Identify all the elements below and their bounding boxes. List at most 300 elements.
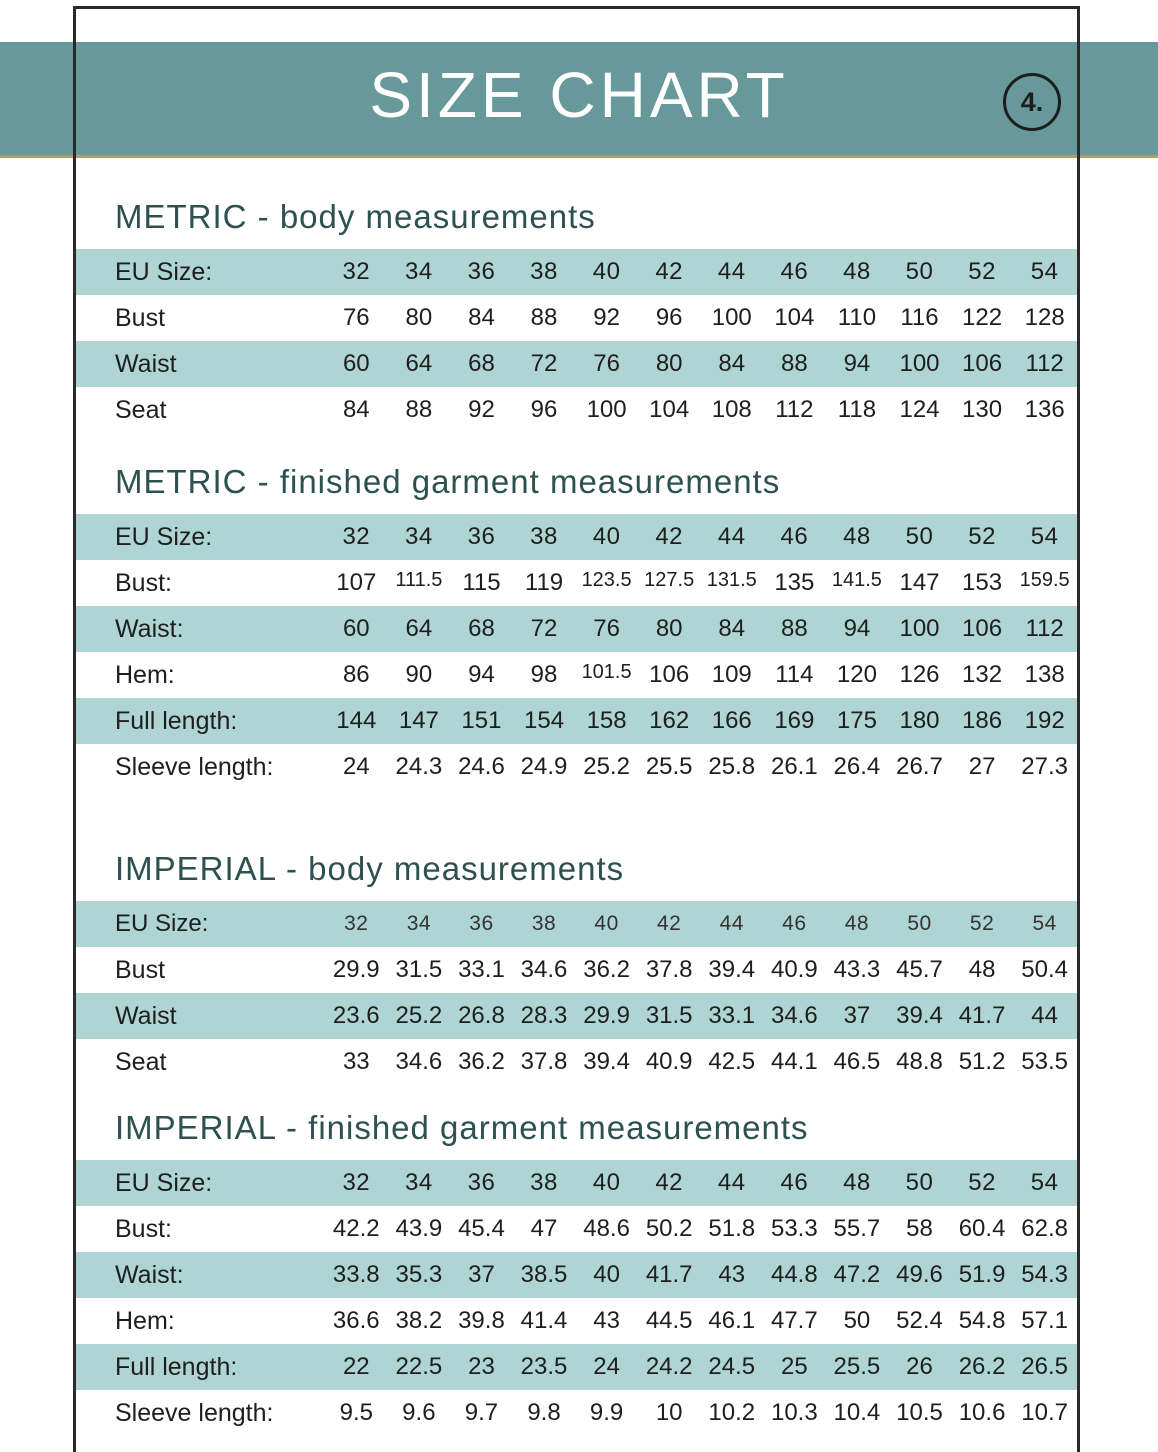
page-number-badge bbox=[1003, 73, 1061, 131]
row-label: Waist: bbox=[115, 1260, 184, 1289]
value-cell: 39.8 bbox=[458, 1307, 505, 1334]
value-cell: 40 bbox=[592, 1169, 621, 1196]
section-heading: IMPERIAL - finished garment measurements bbox=[115, 1109, 809, 1146]
value-cell: 10.7 bbox=[1021, 1399, 1068, 1426]
value-cell: 29.9 bbox=[332, 956, 380, 983]
section-4 bbox=[73, 1109, 1080, 1436]
value-cell: 24 bbox=[342, 753, 370, 780]
value-cell: 112 bbox=[775, 396, 814, 423]
value-cell: 46 bbox=[782, 912, 807, 935]
value-cell: 84 bbox=[342, 396, 370, 423]
value-cell: 42 bbox=[657, 912, 682, 935]
value-cell: 25.2 bbox=[583, 753, 630, 780]
value-cell: 88 bbox=[780, 615, 808, 642]
value-cell: 10.3 bbox=[770, 1399, 818, 1426]
value-cell: 34 bbox=[405, 523, 433, 550]
value-cell: 100 bbox=[899, 350, 940, 377]
value-cell: 180 bbox=[899, 707, 940, 734]
value-cell: 48 bbox=[843, 523, 871, 550]
value-cell: 32 bbox=[344, 912, 369, 935]
row-label: Bust bbox=[115, 303, 166, 332]
value-cell: 60 bbox=[342, 350, 370, 377]
value-cell: 45.7 bbox=[896, 956, 943, 983]
value-cell: 109 bbox=[711, 661, 752, 688]
value-cell: 23 bbox=[468, 1353, 495, 1380]
value-cell: 9.5 bbox=[339, 1399, 373, 1426]
value-cell: 44 bbox=[717, 258, 746, 285]
value-cell: 29.9 bbox=[583, 1002, 630, 1029]
value-cell: 54 bbox=[1030, 523, 1059, 550]
value-cell: 90 bbox=[405, 661, 433, 688]
row-label: Seat bbox=[115, 395, 167, 424]
section-1 bbox=[73, 198, 1080, 433]
value-cell: 37.8 bbox=[645, 956, 693, 983]
measurement-row bbox=[73, 698, 1080, 744]
value-cell: 26 bbox=[906, 1353, 933, 1380]
row-label: Bust: bbox=[115, 568, 172, 597]
row-values bbox=[325, 1002, 1080, 1030]
value-cell: 25 bbox=[780, 1353, 808, 1380]
row-values bbox=[325, 615, 1080, 643]
value-cell: 38 bbox=[531, 912, 557, 935]
value-cell: 135 bbox=[774, 569, 815, 596]
value-cell: 106 bbox=[962, 615, 1003, 642]
measurement-row bbox=[73, 1344, 1080, 1390]
value-cell: 53.3 bbox=[770, 1215, 818, 1242]
value-cell: 88 bbox=[530, 304, 558, 331]
section-heading: METRIC - finished garment measurements bbox=[115, 463, 781, 500]
value-cell: 44 bbox=[719, 912, 744, 935]
value-cell: 98 bbox=[530, 661, 558, 688]
value-cell: 116 bbox=[900, 304, 939, 331]
row-values bbox=[325, 1307, 1080, 1335]
value-cell: 43.9 bbox=[395, 1215, 443, 1242]
row-values bbox=[325, 396, 1080, 424]
value-cell: 68 bbox=[468, 615, 495, 642]
value-cell: 23.6 bbox=[332, 1002, 380, 1029]
value-cell: 33.8 bbox=[332, 1261, 380, 1288]
value-cell: 68 bbox=[468, 350, 495, 377]
measurement-row bbox=[73, 993, 1080, 1039]
row-values bbox=[325, 1261, 1080, 1289]
value-cell: 26.7 bbox=[896, 753, 943, 780]
value-cell: 100 bbox=[899, 615, 940, 642]
value-cell: 122 bbox=[962, 304, 1003, 331]
value-cell: 38 bbox=[530, 258, 558, 285]
section-2 bbox=[73, 463, 1080, 790]
value-cell: 47.7 bbox=[770, 1307, 818, 1334]
value-cell: 34 bbox=[406, 912, 432, 935]
value-cell: 62.8 bbox=[1021, 1215, 1068, 1242]
value-cell: 92 bbox=[468, 396, 495, 423]
value-cell: 86 bbox=[342, 661, 370, 688]
value-cell: 52 bbox=[968, 258, 996, 285]
value-cell: 36.2 bbox=[583, 956, 630, 983]
value-cell: 28.3 bbox=[520, 1002, 568, 1029]
value-cell: 36.2 bbox=[458, 1048, 505, 1075]
value-cell: 76 bbox=[593, 615, 620, 642]
value-cell: 50.2 bbox=[645, 1215, 693, 1242]
value-cell: 128 bbox=[1024, 304, 1065, 331]
value-cell: 46 bbox=[780, 258, 809, 285]
value-cell: 147 bbox=[398, 707, 439, 734]
measurement-row bbox=[73, 1252, 1080, 1298]
value-cell: 25.5 bbox=[645, 753, 693, 780]
value-cell: 32 bbox=[342, 258, 371, 285]
value-cell: 110 bbox=[837, 304, 877, 331]
value-cell: 153 bbox=[962, 569, 1003, 596]
value-cell: 22.5 bbox=[395, 1353, 443, 1380]
value-cell: 50 bbox=[843, 1307, 871, 1334]
value-cell: 112 bbox=[1025, 350, 1064, 377]
value-cell: 175 bbox=[836, 707, 877, 734]
value-cell: 43 bbox=[593, 1307, 620, 1334]
value-cell: 31.5 bbox=[645, 1002, 693, 1029]
value-cell: 31.5 bbox=[395, 956, 443, 983]
value-cell: 51.8 bbox=[708, 1215, 756, 1242]
row-values bbox=[325, 1169, 1080, 1197]
value-cell: 58 bbox=[906, 1215, 933, 1242]
row-values bbox=[325, 569, 1080, 597]
value-cell: 38 bbox=[530, 1169, 558, 1196]
value-cell: 26.4 bbox=[833, 753, 881, 780]
value-cell: 192 bbox=[1024, 707, 1065, 734]
value-cell: 100 bbox=[586, 396, 627, 423]
value-cell: 76 bbox=[342, 304, 370, 331]
value-cell: 159.5 bbox=[1019, 569, 1070, 591]
row-values bbox=[325, 523, 1080, 551]
value-cell: 52.4 bbox=[896, 1307, 943, 1334]
value-cell: 80 bbox=[405, 304, 433, 331]
value-cell: 26.8 bbox=[458, 1002, 505, 1029]
value-cell: 126 bbox=[899, 661, 940, 688]
value-cell: 72 bbox=[530, 350, 558, 377]
value-cell: 34.6 bbox=[520, 956, 568, 983]
value-cell: 44.8 bbox=[770, 1261, 818, 1288]
row-values bbox=[325, 753, 1080, 781]
value-cell: 54.3 bbox=[1021, 1261, 1068, 1288]
section-heading: METRIC - body measurements bbox=[115, 198, 596, 235]
row-values bbox=[325, 258, 1080, 286]
value-cell: 47 bbox=[530, 1215, 558, 1242]
value-cell: 52 bbox=[968, 1169, 996, 1196]
value-cell: 42 bbox=[655, 1169, 684, 1196]
value-cell: 104 bbox=[774, 304, 815, 331]
value-cell: 101.5 bbox=[581, 661, 632, 683]
value-cell: 64 bbox=[405, 350, 433, 377]
value-cell: 136 bbox=[1024, 396, 1065, 423]
row-values bbox=[325, 304, 1080, 332]
value-cell: 138 bbox=[1024, 661, 1065, 688]
value-cell: 44.1 bbox=[770, 1048, 818, 1075]
value-cell: 9.9 bbox=[589, 1399, 624, 1426]
value-cell: 42 bbox=[655, 523, 684, 550]
row-values bbox=[325, 1215, 1080, 1243]
row-label: EU Size: bbox=[115, 257, 213, 286]
value-cell: 54 bbox=[1030, 258, 1059, 285]
value-cell: 36 bbox=[469, 912, 494, 935]
row-values bbox=[325, 350, 1080, 378]
value-cell: 35.3 bbox=[395, 1261, 443, 1288]
value-cell: 44 bbox=[1031, 1002, 1058, 1029]
value-cell: 84 bbox=[468, 304, 495, 331]
value-cell: 48 bbox=[843, 258, 871, 285]
value-cell: 33.1 bbox=[458, 956, 505, 983]
value-cell: 50.4 bbox=[1021, 956, 1068, 983]
value-cell: 166 bbox=[711, 707, 752, 734]
value-cell: 24.3 bbox=[395, 753, 443, 780]
measurement-row bbox=[73, 295, 1080, 341]
row-values bbox=[325, 1048, 1080, 1076]
value-cell: 43.3 bbox=[833, 956, 881, 983]
row-label: Bust: bbox=[115, 1214, 172, 1243]
value-cell: 24.6 bbox=[458, 753, 505, 780]
row-values bbox=[325, 912, 1080, 936]
value-cell: 38 bbox=[530, 523, 558, 550]
value-cell: 49.6 bbox=[896, 1261, 943, 1288]
value-cell: 120 bbox=[836, 661, 877, 688]
value-cell: 54 bbox=[1030, 1169, 1059, 1196]
value-cell: 112 bbox=[1025, 615, 1064, 642]
measurement-row bbox=[73, 1039, 1080, 1085]
value-cell: 33 bbox=[342, 1048, 370, 1075]
value-cell: 47.2 bbox=[833, 1261, 881, 1288]
row-values bbox=[325, 1353, 1080, 1381]
row-label: Waist bbox=[115, 1001, 177, 1030]
size-chart-content bbox=[73, 158, 1080, 1436]
value-cell: 64 bbox=[405, 615, 433, 642]
value-cell: 9.6 bbox=[402, 1399, 436, 1426]
row-label: Full length: bbox=[115, 1352, 238, 1381]
value-cell: 41.7 bbox=[645, 1261, 693, 1288]
measurement-row bbox=[73, 652, 1080, 698]
row-label: EU Size: bbox=[115, 1168, 213, 1197]
row-label: Full length: bbox=[115, 706, 238, 735]
value-cell: 32 bbox=[342, 523, 371, 550]
value-cell: 46.5 bbox=[833, 1048, 881, 1075]
measurement-row bbox=[73, 744, 1080, 790]
value-cell: 80 bbox=[655, 615, 683, 642]
value-cell: 27 bbox=[968, 753, 996, 780]
value-cell: 40 bbox=[594, 912, 619, 935]
row-label: Waist bbox=[115, 349, 177, 378]
row-label: Seat bbox=[115, 1047, 167, 1076]
value-cell: 96 bbox=[530, 396, 558, 423]
value-cell: 46.1 bbox=[708, 1307, 756, 1334]
value-cell: 124 bbox=[899, 396, 940, 423]
value-cell: 40.9 bbox=[645, 1048, 693, 1075]
value-cell: 115 bbox=[462, 569, 501, 596]
value-cell: 24.9 bbox=[520, 753, 568, 780]
value-cell: 60.4 bbox=[958, 1215, 1006, 1242]
row-label: EU Size: bbox=[115, 522, 213, 551]
eu-size-header-row bbox=[73, 514, 1080, 560]
value-cell: 33.1 bbox=[708, 1002, 756, 1029]
measurement-row bbox=[73, 947, 1080, 993]
row-values bbox=[325, 956, 1080, 984]
eu-size-header-row bbox=[73, 1160, 1080, 1206]
value-cell: 94 bbox=[843, 615, 871, 642]
value-cell: 40 bbox=[592, 523, 621, 550]
value-cell: 57.1 bbox=[1021, 1307, 1068, 1334]
value-cell: 44 bbox=[717, 523, 746, 550]
row-label: Sleeve length: bbox=[115, 1398, 274, 1427]
value-cell: 24.5 bbox=[708, 1353, 756, 1380]
value-cell: 53.5 bbox=[1021, 1048, 1068, 1075]
row-label: Bust bbox=[115, 955, 166, 984]
value-cell: 36 bbox=[467, 523, 496, 550]
measurement-row bbox=[73, 1298, 1080, 1344]
value-cell: 26.5 bbox=[1021, 1353, 1068, 1380]
value-cell: 106 bbox=[649, 661, 690, 688]
value-cell: 111.5 bbox=[395, 569, 443, 591]
value-cell: 36 bbox=[467, 258, 496, 285]
value-cell: 10 bbox=[655, 1399, 683, 1426]
value-cell: 162 bbox=[649, 707, 690, 734]
row-label: Waist: bbox=[115, 614, 184, 643]
value-cell: 42.2 bbox=[332, 1215, 380, 1242]
eu-size-header-row bbox=[73, 249, 1080, 295]
row-label: Sleeve length: bbox=[115, 752, 274, 781]
value-cell: 22 bbox=[342, 1353, 370, 1380]
page-title: SIZE CHART bbox=[369, 59, 789, 131]
value-cell: 144 bbox=[336, 707, 377, 734]
value-cell: 158 bbox=[586, 707, 627, 734]
value-cell: 119 bbox=[524, 569, 564, 596]
value-cell: 34 bbox=[405, 258, 433, 285]
value-cell: 26.2 bbox=[958, 1353, 1006, 1380]
row-label: EU Size: bbox=[115, 910, 209, 937]
value-cell: 48.6 bbox=[583, 1215, 630, 1242]
value-cell: 44.5 bbox=[645, 1307, 693, 1334]
value-cell: 51.2 bbox=[958, 1048, 1006, 1075]
value-cell: 10.2 bbox=[708, 1399, 756, 1426]
value-cell: 44 bbox=[717, 1169, 746, 1196]
value-cell: 186 bbox=[962, 707, 1003, 734]
value-cell: 39.4 bbox=[708, 956, 756, 983]
measurement-row bbox=[73, 606, 1080, 652]
value-cell: 52 bbox=[969, 912, 995, 935]
value-cell: 48 bbox=[968, 956, 996, 983]
row-label: Hem: bbox=[115, 1306, 175, 1335]
value-cell: 52 bbox=[968, 523, 996, 550]
value-cell: 51.9 bbox=[958, 1261, 1006, 1288]
value-cell: 50 bbox=[907, 912, 932, 935]
value-cell: 114 bbox=[775, 661, 814, 688]
value-cell: 141.5 bbox=[831, 569, 882, 591]
value-cell: 34 bbox=[405, 1169, 433, 1196]
value-cell: 39.4 bbox=[896, 1002, 943, 1029]
value-cell: 94 bbox=[468, 661, 495, 688]
value-cell: 118 bbox=[837, 396, 877, 423]
value-cell: 94 bbox=[843, 350, 871, 377]
value-cell: 38.5 bbox=[520, 1261, 568, 1288]
value-cell: 54.8 bbox=[958, 1307, 1006, 1334]
value-cell: 34.6 bbox=[770, 1002, 818, 1029]
value-cell: 76 bbox=[593, 350, 620, 377]
value-cell: 55.7 bbox=[833, 1215, 881, 1242]
row-label: Hem: bbox=[115, 660, 175, 689]
value-cell: 45.4 bbox=[458, 1215, 505, 1242]
value-cell: 42.5 bbox=[708, 1048, 756, 1075]
value-cell: 37 bbox=[843, 1002, 871, 1029]
value-cell: 34.6 bbox=[395, 1048, 443, 1075]
value-cell: 84 bbox=[718, 615, 746, 642]
section-3 bbox=[73, 850, 1080, 1085]
row-values bbox=[325, 1399, 1080, 1427]
value-cell: 147 bbox=[899, 569, 940, 596]
value-cell: 40 bbox=[592, 258, 621, 285]
measurement-row bbox=[73, 387, 1080, 433]
value-cell: 123.5 bbox=[581, 569, 632, 591]
value-cell: 131.5 bbox=[706, 569, 757, 591]
value-cell: 50 bbox=[905, 258, 934, 285]
value-cell: 54 bbox=[1032, 912, 1057, 935]
value-cell: 60 bbox=[342, 615, 370, 642]
value-cell: 25.2 bbox=[395, 1002, 443, 1029]
value-cell: 104 bbox=[649, 396, 690, 423]
value-cell: 132 bbox=[962, 661, 1003, 688]
value-cell: 100 bbox=[711, 304, 752, 331]
value-cell: 72 bbox=[530, 615, 558, 642]
value-cell: 41.4 bbox=[520, 1307, 568, 1334]
value-cell: 80 bbox=[655, 350, 683, 377]
value-cell: 40.9 bbox=[770, 956, 818, 983]
value-cell: 27.3 bbox=[1021, 753, 1068, 780]
value-cell: 32 bbox=[342, 1169, 371, 1196]
value-cell: 154 bbox=[524, 707, 565, 734]
value-cell: 169 bbox=[774, 707, 815, 734]
value-cell: 10.4 bbox=[833, 1399, 881, 1426]
value-cell: 36.6 bbox=[332, 1307, 380, 1334]
value-cell: 39.4 bbox=[583, 1048, 630, 1075]
value-cell: 88 bbox=[780, 350, 808, 377]
value-cell: 9.8 bbox=[527, 1399, 561, 1426]
value-cell: 9.7 bbox=[464, 1399, 499, 1426]
eu-size-header-row bbox=[73, 901, 1080, 947]
value-cell: 24.2 bbox=[645, 1353, 693, 1380]
value-cell: 88 bbox=[405, 396, 433, 423]
value-cell: 92 bbox=[593, 304, 620, 331]
value-cell: 25.8 bbox=[708, 753, 756, 780]
value-cell: 151 bbox=[461, 707, 502, 734]
value-cell: 24 bbox=[593, 1353, 620, 1380]
measurement-row bbox=[73, 1390, 1080, 1436]
value-cell: 107 bbox=[336, 569, 377, 596]
value-cell: 48.8 bbox=[896, 1048, 943, 1075]
row-values bbox=[325, 707, 1080, 735]
value-cell: 106 bbox=[962, 350, 1003, 377]
value-cell: 127.5 bbox=[644, 569, 695, 591]
value-cell: 46 bbox=[780, 523, 809, 550]
value-cell: 130 bbox=[962, 396, 1003, 423]
measurement-row bbox=[73, 1206, 1080, 1252]
value-cell: 43 bbox=[718, 1261, 746, 1288]
measurement-row bbox=[73, 560, 1080, 606]
value-cell: 36 bbox=[467, 1169, 496, 1196]
value-cell: 37 bbox=[468, 1261, 495, 1288]
value-cell: 10.6 bbox=[958, 1399, 1006, 1426]
value-cell: 46 bbox=[780, 1169, 809, 1196]
value-cell: 10.5 bbox=[896, 1399, 943, 1426]
value-cell: 48 bbox=[844, 912, 870, 935]
value-cell: 50 bbox=[905, 1169, 934, 1196]
value-cell: 41.7 bbox=[958, 1002, 1006, 1029]
value-cell: 84 bbox=[718, 350, 746, 377]
value-cell: 26.1 bbox=[770, 753, 818, 780]
value-cell: 48 bbox=[843, 1169, 871, 1196]
value-cell: 38.2 bbox=[395, 1307, 443, 1334]
